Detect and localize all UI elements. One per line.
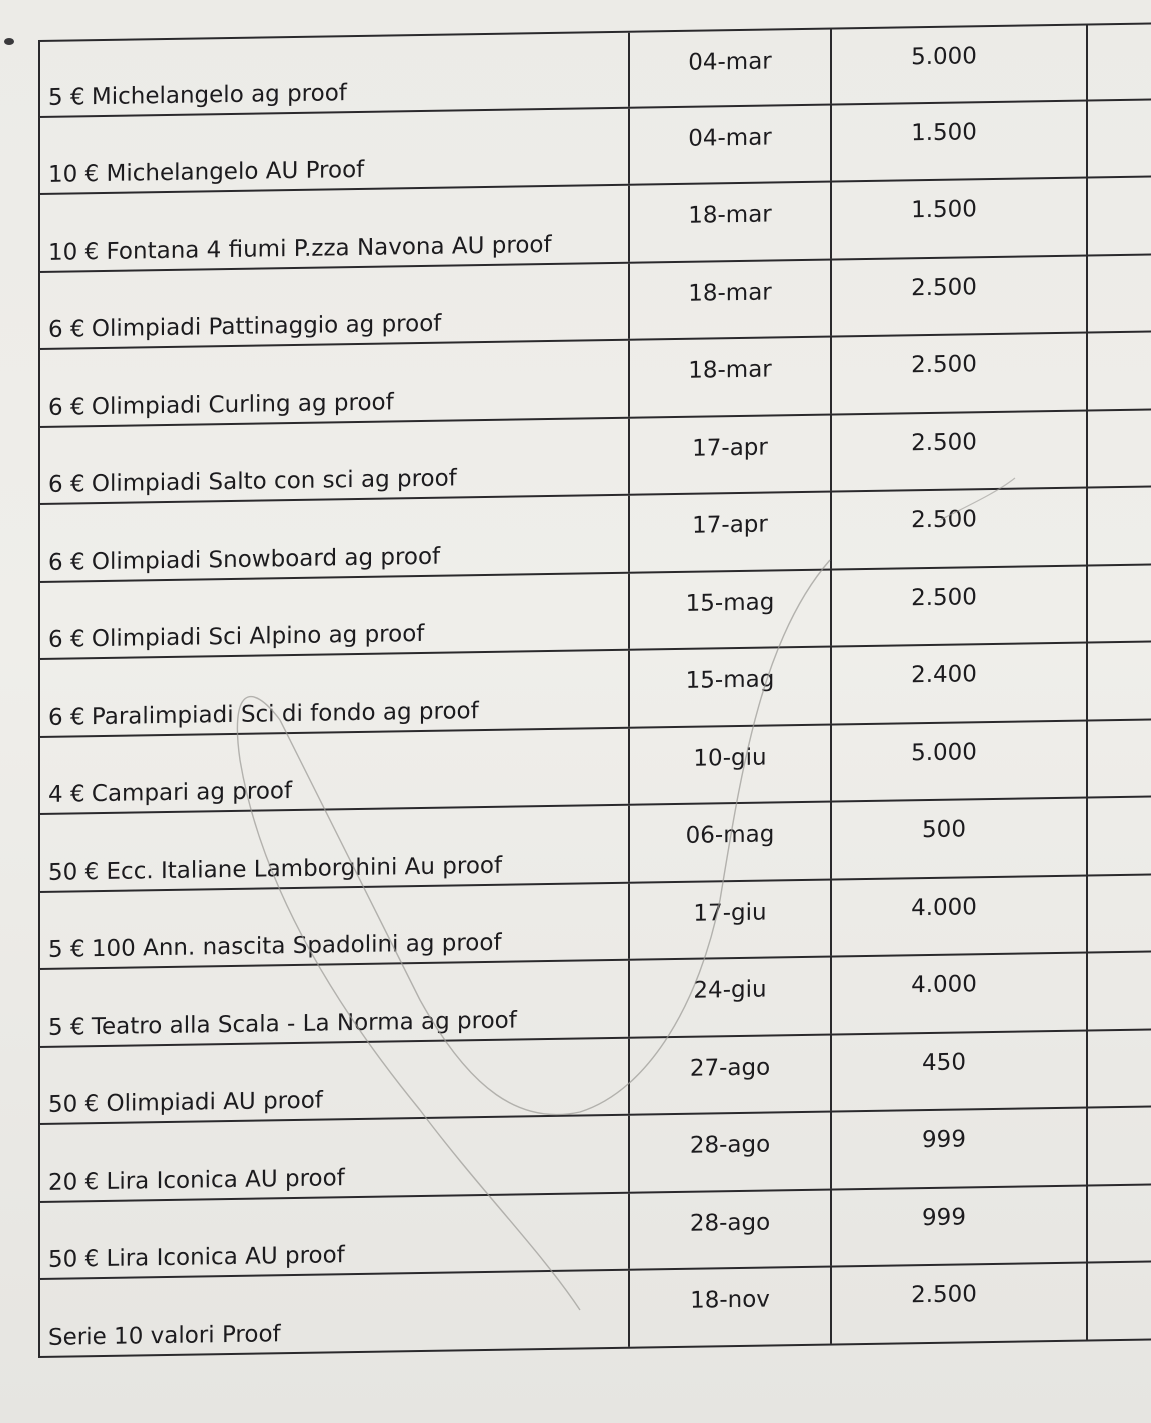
quantity: 2.500: [911, 1281, 977, 1309]
issue-date: 24-giu: [693, 976, 767, 1004]
quantity: 4.000: [911, 893, 977, 921]
coin-name: 6 € Olimpiadi Pattinaggio ag proof: [48, 310, 442, 343]
issue-date-cell: [628, 958, 830, 1037]
empty-cell: [1086, 1030, 1151, 1107]
coin-name-cell: [38, 418, 628, 503]
issue-date-cell: [628, 183, 830, 262]
quantity: 1.500: [911, 118, 977, 146]
quantity: 999: [922, 1203, 966, 1231]
coin-name-cell: [38, 186, 628, 271]
quantity-cell: [830, 1186, 1086, 1266]
quantity: 500: [922, 816, 966, 844]
issue-date: 28-ago: [689, 1131, 771, 1159]
quantity: 450: [922, 1048, 966, 1076]
quantity-cell: [830, 1109, 1086, 1189]
coin-name-cell: [38, 1193, 628, 1278]
empty-cell: [1086, 178, 1151, 255]
issue-date: 18-mar: [688, 356, 772, 384]
coin-name-cell: [38, 1271, 628, 1356]
issue-date-cell: [628, 1190, 830, 1269]
quantity: 1.500: [911, 196, 977, 224]
coin-name: 50 € Lira Iconica AU proof: [48, 1242, 345, 1273]
issue-date-cell: [628, 725, 830, 804]
quantity-cell: [830, 644, 1086, 724]
issue-date-cell: [628, 1035, 830, 1114]
coin-name-cell: [38, 961, 628, 1046]
quantity: 5.000: [911, 43, 977, 71]
coin-name: Serie 10 valori Proof: [48, 1320, 281, 1351]
quantity: 2.500: [911, 351, 977, 379]
issue-date-cell: [628, 880, 830, 959]
empty-cell: [1086, 875, 1151, 952]
coin-name-cell: [38, 1038, 628, 1123]
issue-date-cell: [628, 338, 830, 417]
quantity-cell: [830, 1264, 1086, 1344]
empty-cell: [1086, 333, 1151, 410]
quantity-cell: [830, 256, 1086, 336]
coin-name: 5 € Teatro alla Scala - La Norma ag proof: [48, 1006, 517, 1041]
issue-date: 04-mar: [688, 48, 772, 76]
empty-cell: [1086, 255, 1151, 332]
quantity-cell: [830, 26, 1086, 104]
issue-date-cell: [628, 493, 830, 572]
quantity: 2.500: [911, 583, 977, 611]
coin-name-cell: [38, 341, 628, 426]
issue-date: 27-ago: [689, 1053, 771, 1082]
coin-name-cell: [38, 573, 628, 658]
coin-name-cell: [38, 33, 628, 116]
quantity-cell: [830, 1031, 1086, 1111]
issue-date: 10-giu: [693, 744, 767, 772]
issue-date: 18-mar: [688, 201, 772, 229]
issue-date: 15-mag: [685, 666, 775, 694]
quantity: 999: [922, 1126, 966, 1154]
coin-name: 5 € 100 Ann. nascita Spadolini ag proof: [48, 929, 502, 963]
issue-date: 17-giu: [693, 899, 767, 927]
quantity-cell: [830, 101, 1086, 181]
coin-name-cell: [38, 1116, 628, 1201]
empty-cell: [1086, 565, 1151, 642]
coin-name-cell: [38, 806, 628, 891]
issue-date: 17-apr: [692, 434, 768, 462]
coin-name-cell: [38, 651, 628, 736]
quantity: 2.500: [911, 273, 977, 301]
quantity-cell: [830, 489, 1086, 569]
issue-date: 28-ago: [689, 1208, 771, 1237]
coin-name: 6 € Olimpiadi Curling ag proof: [48, 388, 394, 421]
coin-name-cell: [38, 883, 628, 968]
empty-cell: [1086, 798, 1151, 875]
empty-cell: [1086, 25, 1151, 100]
empty-cell: [1086, 100, 1151, 177]
issue-date-cell: [628, 415, 830, 494]
quantity-cell: [830, 334, 1086, 414]
empty-cell: [1086, 1108, 1151, 1185]
empty-cell: [1086, 953, 1151, 1030]
issue-date: 06-mag: [685, 821, 775, 849]
empty-cell: [1086, 488, 1151, 565]
issue-date-cell: [628, 30, 830, 107]
issue-date: 15-mag: [685, 588, 775, 617]
coin-name: 50 € Olimpiadi AU proof: [48, 1087, 323, 1118]
quantity: 2.500: [911, 506, 977, 534]
coin-name-cell: [38, 263, 628, 348]
coin-name: 50 € Ecc. Italiane Lamborghini Au proof: [48, 852, 503, 886]
issue-date-cell: [628, 1113, 830, 1192]
issue-date: 18-nov: [690, 1286, 770, 1314]
quantity: 4.000: [911, 971, 977, 999]
quantity-cell: [830, 566, 1086, 646]
table-row: [38, 1263, 1151, 1358]
coin-name: 20 € Lira Iconica AU proof: [48, 1164, 345, 1196]
coin-name: 6 € Paralimpiadi Sci di fondo ag proof: [48, 697, 479, 731]
issue-date-cell: [628, 803, 830, 882]
quantity-cell: [830, 799, 1086, 879]
issue-date-cell: [628, 260, 830, 339]
quantity-cell: [830, 876, 1086, 956]
coin-name-cell: [38, 728, 628, 813]
issue-date: 18-mar: [688, 278, 772, 307]
coin-name: 10 € Michelangelo AU Proof: [48, 156, 365, 188]
empty-cell: [1086, 410, 1151, 487]
issue-date-cell: [628, 1268, 830, 1347]
coin-name: 10 € Fontana 4 fiumi P.zza Navona AU proof: [48, 231, 552, 266]
issue-date: 04-mar: [688, 123, 772, 152]
coin-name-cell: [38, 496, 628, 581]
issue-date-cell: [628, 648, 830, 727]
empty-cell: [1086, 720, 1151, 797]
coin-name: 6 € Olimpiadi Salto con sci ag proof: [48, 465, 457, 498]
coin-name: 6 € Olimpiadi Sci Alpino ag proof: [48, 620, 425, 653]
empty-cell: [1086, 1185, 1151, 1262]
coin-name: 4 € Campari ag proof: [48, 778, 293, 808]
issue-date-cell: [628, 105, 830, 184]
coin-issue-table: [38, 23, 1151, 1358]
issue-date-cell: [628, 570, 830, 649]
empty-cell: [1086, 643, 1151, 720]
quantity-cell: [830, 954, 1086, 1034]
quantity: 2.500: [911, 428, 977, 456]
ink-dot: [4, 38, 14, 45]
coin-name: 6 € Olimpiadi Snowboard ag proof: [48, 543, 441, 576]
quantity-cell: [830, 411, 1086, 491]
quantity: 2.400: [911, 661, 977, 689]
quantity-cell: [830, 179, 1086, 259]
quantity: 5.000: [911, 738, 977, 766]
issue-date: 17-apr: [692, 511, 768, 539]
empty-cell: [1086, 1263, 1151, 1340]
coin-name-cell: [38, 108, 628, 193]
coin-name: 5 € Michelangelo ag proof: [48, 79, 347, 111]
quantity-cell: [830, 721, 1086, 801]
